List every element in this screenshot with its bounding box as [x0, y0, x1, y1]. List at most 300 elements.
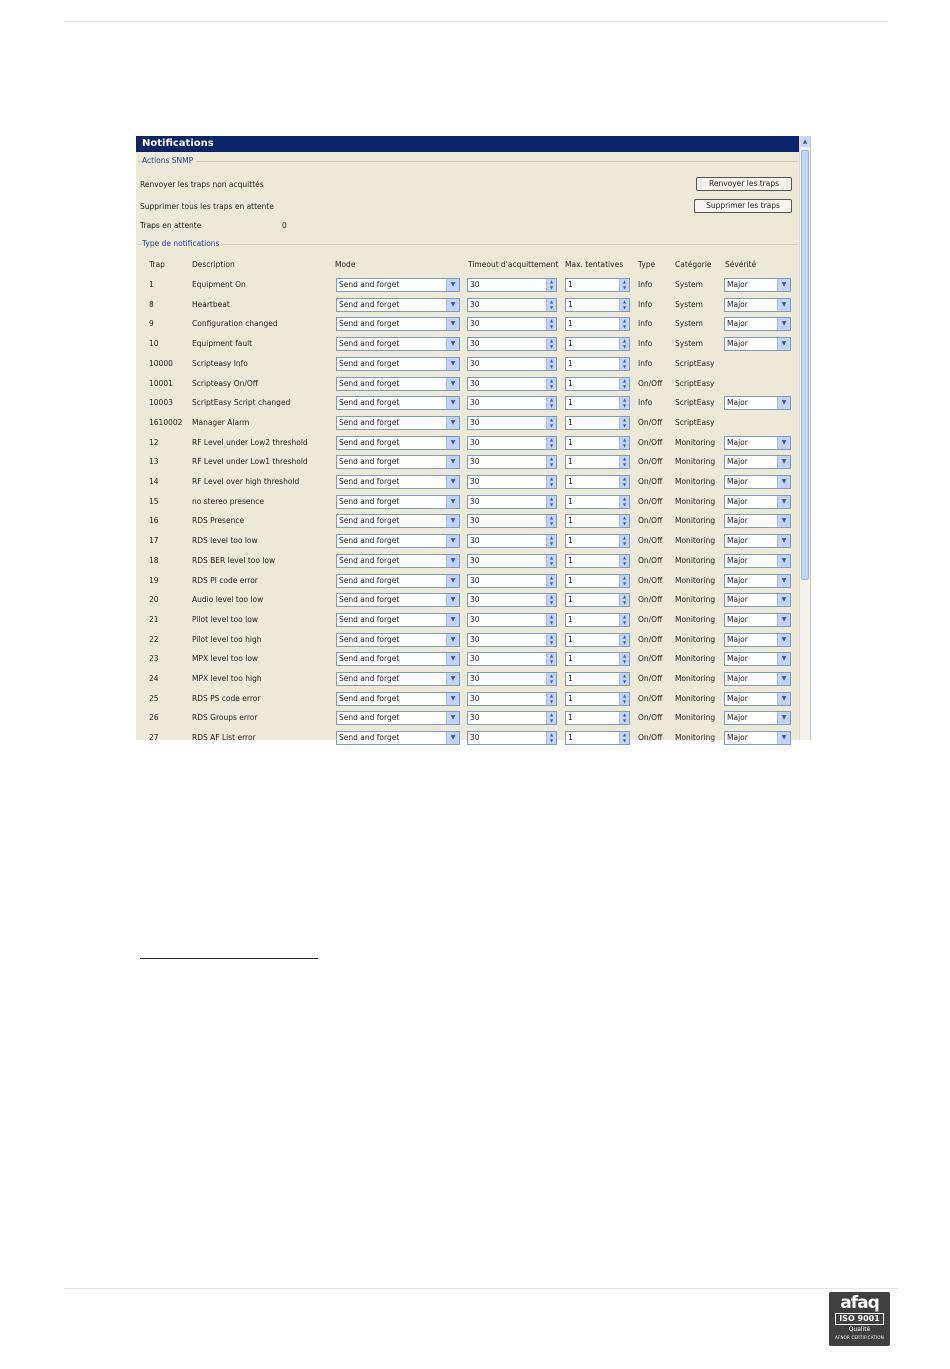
timeout-value: 30 [470, 477, 480, 486]
spinner-arrows-icon[interactable]: ▲ ▼ [619, 397, 629, 409]
mode-select[interactable] [336, 396, 460, 410]
mode-select[interactable] [336, 455, 460, 469]
spinner-arrows-icon[interactable]: ▲ ▼ [619, 634, 629, 646]
spinner-arrows-icon[interactable]: ▲ ▼ [546, 397, 556, 409]
timeout-value: 30 [470, 339, 480, 349]
spinner-arrows-icon[interactable]: ▲ ▼ [619, 299, 629, 311]
chevron-down-icon[interactable]: ▼ [446, 594, 459, 606]
retries-spinner[interactable] [565, 731, 630, 745]
chevron-down-icon[interactable]: ▼ [446, 535, 459, 547]
severity-value: Major [727, 477, 748, 486]
retries-spinner[interactable] [565, 416, 630, 430]
retries-spinner[interactable] [565, 672, 630, 686]
spinner-arrows-icon[interactable]: ▲ ▼ [546, 555, 556, 567]
retries-value: 1 [568, 536, 573, 546]
trap-id: 8 [149, 299, 154, 309]
retries-value: 1 [568, 319, 573, 329]
spinner-arrows-icon[interactable]: ▲ ▼ [546, 594, 556, 606]
timeout-spinner[interactable] [467, 731, 557, 745]
spinner-arrows-icon[interactable]: ▲ ▼ [619, 338, 629, 350]
table-row [136, 670, 799, 690]
spinner-arrows-icon[interactable]: ▲ ▼ [546, 358, 556, 370]
spinner-arrows-icon[interactable]: ▲ ▼ [546, 417, 556, 429]
spinner-arrows-icon[interactable]: ▲ ▼ [619, 653, 629, 665]
timeout-value: 30 [470, 536, 480, 546]
mode-select[interactable] [336, 377, 460, 391]
mode-select[interactable] [336, 337, 460, 351]
trap-category: System [675, 339, 703, 349]
chevron-down-icon[interactable]: ▼ [446, 653, 459, 665]
timeout-value: 30 [470, 693, 480, 703]
spinner-arrows-icon[interactable]: ▲ ▼ [619, 318, 629, 330]
severity-select[interactable] [724, 692, 791, 706]
table-row [136, 296, 799, 316]
timeout-value: 30 [470, 437, 480, 447]
timeout-value: 30 [470, 378, 480, 388]
chevron-down-icon[interactable]: ▼ [777, 575, 790, 587]
spinner-arrows-icon[interactable]: ▲ ▼ [546, 338, 556, 350]
severity-select[interactable] [724, 298, 791, 312]
mode-value: Send and forget [339, 614, 400, 624]
chevron-down-icon[interactable]: ▼ [777, 515, 790, 527]
trap-description: RDS PI code error [192, 575, 258, 585]
chevron-down-icon[interactable]: ▼ [777, 476, 790, 488]
chevron-down-icon[interactable]: ▼ [446, 358, 459, 370]
timeout-spinner[interactable] [467, 455, 557, 469]
timeout-spinner[interactable] [467, 633, 557, 647]
chevron-down-icon[interactable]: ▼ [777, 397, 790, 409]
mode-value: Send and forget [339, 339, 400, 349]
spinner-arrows-icon[interactable]: ▲ ▼ [546, 693, 556, 705]
spinner-arrows-icon[interactable]: ▲ ▼ [546, 456, 556, 468]
trap-description: Pilot level too low [192, 614, 258, 624]
spinner-arrows-icon[interactable]: ▲ ▼ [619, 614, 629, 626]
spinner-arrows-icon[interactable]: ▲ ▼ [546, 535, 556, 547]
spinner-arrows-icon[interactable]: ▲ ▼ [546, 496, 556, 508]
col-header-severity: Sévérité [725, 260, 757, 269]
logo-quality: Qualité [848, 1326, 871, 1333]
trap-id: 10 [149, 339, 159, 349]
timeout-spinner[interactable] [467, 692, 557, 706]
trap-category: ScriptEasy [675, 398, 715, 408]
trap-description: Equipment On [192, 280, 246, 289]
retries-spinner[interactable] [565, 278, 630, 292]
chevron-down-icon[interactable]: ▼ [777, 693, 790, 705]
trap-category: Monitoring [675, 457, 716, 467]
col-header-retries: Max. tentatives [565, 260, 624, 269]
trap-type: On/Off [638, 693, 663, 703]
trap-id: 1610002 [149, 417, 183, 427]
delete-traps-button[interactable]: Supprimer les traps [694, 199, 792, 213]
severity-select[interactable] [724, 455, 791, 469]
chevron-down-icon[interactable]: ▼ [446, 673, 459, 685]
table-row [136, 414, 799, 434]
scrollbar-thumb[interactable] [801, 150, 809, 580]
severity-select[interactable] [724, 514, 791, 528]
spinner-arrows-icon[interactable]: ▲ ▼ [546, 476, 556, 488]
retries-spinner[interactable] [565, 396, 630, 410]
severity-select[interactable] [724, 396, 791, 410]
trap-category: ScriptEasy [675, 358, 715, 368]
mode-select[interactable] [336, 416, 460, 430]
spinner-arrows-icon[interactable]: ▲ ▼ [619, 712, 629, 724]
mode-select[interactable] [336, 436, 460, 450]
trap-id: 17 [149, 536, 159, 546]
col-header-type: Type [638, 260, 656, 269]
severity-value: Major [727, 280, 748, 289]
page-footer-rule [64, 1288, 898, 1289]
mode-select[interactable] [336, 514, 460, 528]
severity-select[interactable] [724, 317, 791, 331]
severity-value: Major [727, 595, 748, 605]
vertical-scrollbar[interactable] [799, 136, 810, 740]
trap-id: 22 [149, 634, 159, 644]
retries-spinner[interactable] [565, 337, 630, 351]
table-row [136, 512, 799, 532]
chevron-down-icon[interactable]: ▼ [777, 279, 790, 291]
timeout-spinner[interactable] [467, 613, 557, 627]
retries-spinner[interactable] [565, 475, 630, 489]
severity-select[interactable] [724, 436, 791, 450]
chevron-down-icon[interactable]: ▼ [777, 318, 790, 330]
spinner-arrows-icon[interactable]: ▲ ▼ [546, 634, 556, 646]
severity-value: Major [727, 614, 748, 624]
retries-spinner[interactable] [565, 436, 630, 450]
trap-id: 18 [149, 555, 159, 565]
table-row [136, 473, 799, 493]
trap-id: 20 [149, 595, 159, 605]
timeout-value: 30 [470, 674, 480, 683]
chevron-down-icon[interactable]: ▼ [446, 299, 459, 311]
retries-spinner[interactable] [565, 574, 630, 588]
table-row [136, 591, 799, 611]
table-row [136, 709, 799, 729]
mode-select[interactable] [336, 711, 460, 725]
timeout-spinner[interactable] [467, 534, 557, 548]
mode-select[interactable] [336, 652, 460, 666]
chevron-down-icon[interactable]: ▼ [777, 535, 790, 547]
retries-spinner[interactable] [565, 613, 630, 627]
retries-value: 1 [568, 477, 573, 486]
spinner-arrows-icon[interactable]: ▲ ▼ [619, 555, 629, 567]
severity-value: Major [727, 339, 748, 349]
trap-id: 19 [149, 575, 159, 585]
chevron-down-icon[interactable]: ▼ [446, 279, 459, 291]
trap-id: 25 [149, 693, 159, 703]
mode-select[interactable] [336, 317, 460, 331]
retries-spinner[interactable] [565, 495, 630, 509]
timeout-spinner[interactable] [467, 672, 557, 686]
chevron-down-icon[interactable]: ▼ [446, 437, 459, 449]
retries-value: 1 [568, 595, 573, 605]
mode-select[interactable] [336, 593, 460, 607]
chevron-down-icon[interactable]: ▼ [446, 476, 459, 488]
trap-category: Monitoring [675, 516, 716, 526]
trap-id: 9 [149, 319, 154, 329]
severity-select[interactable] [724, 672, 791, 686]
mode-select[interactable] [336, 554, 460, 568]
chevron-down-icon[interactable]: ▼ [446, 456, 459, 468]
timeout-spinner[interactable] [467, 475, 557, 489]
spinner-arrows-icon[interactable]: ▲ ▼ [619, 417, 629, 429]
spinner-arrows-icon[interactable]: ▲ ▼ [619, 575, 629, 587]
retries-value: 1 [568, 299, 573, 309]
retries-value: 1 [568, 358, 573, 368]
retries-spinner[interactable] [565, 357, 630, 371]
timeout-spinner[interactable] [467, 593, 557, 607]
table-row [136, 335, 799, 355]
retries-value: 1 [568, 398, 573, 408]
timeout-spinner[interactable] [467, 495, 557, 509]
chevron-down-icon[interactable]: ▼ [446, 417, 459, 429]
retries-value: 1 [568, 614, 573, 624]
mode-value: Send and forget [339, 654, 400, 664]
chevron-down-icon[interactable]: ▼ [446, 378, 459, 390]
timeout-spinner[interactable] [467, 711, 557, 725]
severity-value: Major [727, 457, 748, 467]
retries-spinner[interactable] [565, 711, 630, 725]
table-row [136, 493, 799, 513]
trap-category: Monitoring [675, 555, 716, 565]
chevron-down-icon[interactable]: ▼ [446, 496, 459, 508]
mode-select[interactable] [336, 495, 460, 509]
mode-value: Send and forget [339, 634, 400, 644]
chevron-down-icon[interactable]: ▼ [777, 614, 790, 626]
chevron-down-icon[interactable]: ▼ [777, 732, 790, 744]
mode-select[interactable] [336, 633, 460, 647]
col-header-mode: Mode [335, 260, 356, 269]
retries-value: 1 [568, 280, 573, 289]
mode-select[interactable] [336, 298, 460, 312]
timeout-value: 30 [470, 614, 480, 624]
chevron-down-icon[interactable]: ▼ [777, 712, 790, 724]
chevron-down-icon[interactable]: ▼ [777, 437, 790, 449]
timeout-spinner[interactable] [467, 396, 557, 410]
trap-id: 24 [149, 674, 159, 683]
severity-value: Major [727, 516, 748, 526]
table-row [136, 355, 799, 375]
scroll-up-icon[interactable]: ▲ [800, 136, 810, 147]
timeout-spinner[interactable] [467, 436, 557, 450]
trap-id: 21 [149, 614, 159, 624]
severity-value: Major [727, 674, 748, 683]
severity-value: Major [727, 398, 748, 408]
retries-spinner[interactable] [565, 692, 630, 706]
severity-select[interactable] [724, 475, 791, 489]
spinner-arrows-icon[interactable]: ▲ ▼ [619, 437, 629, 449]
retries-spinner[interactable] [565, 377, 630, 391]
severity-select[interactable] [724, 554, 791, 568]
timeout-spinner[interactable] [467, 574, 557, 588]
chevron-down-icon[interactable]: ▼ [777, 653, 790, 665]
spinner-arrows-icon[interactable]: ▲ ▼ [619, 673, 629, 685]
chevron-down-icon[interactable]: ▼ [777, 338, 790, 350]
trap-category: Monitoring [675, 654, 716, 664]
window-title: Notifications [136, 136, 799, 152]
spinner-arrows-icon[interactable]: ▲ ▼ [546, 299, 556, 311]
spinner-arrows-icon[interactable]: ▲ ▼ [546, 318, 556, 330]
delete-label: Supprimer tous les traps en attente [140, 202, 274, 211]
chevron-down-icon[interactable]: ▼ [777, 555, 790, 567]
timeout-spinner[interactable] [467, 652, 557, 666]
severity-value: Major [727, 693, 748, 703]
trap-category: System [675, 280, 703, 289]
timeout-spinner[interactable] [467, 416, 557, 430]
mode-select[interactable] [336, 692, 460, 706]
retries-spinner[interactable] [565, 298, 630, 312]
spinner-arrows-icon[interactable]: ▲ ▼ [619, 496, 629, 508]
table-row [136, 611, 799, 631]
chevron-down-icon[interactable]: ▼ [777, 496, 790, 508]
chevron-down-icon[interactable]: ▼ [777, 673, 790, 685]
trap-type: On/Off [638, 516, 663, 526]
severity-select[interactable] [724, 613, 791, 627]
mode-select[interactable] [336, 278, 460, 292]
chevron-down-icon[interactable]: ▼ [446, 338, 459, 350]
retries-spinner[interactable] [565, 633, 630, 647]
severity-select[interactable] [724, 711, 791, 725]
chevron-down-icon[interactable]: ▼ [446, 693, 459, 705]
retries-value: 1 [568, 437, 573, 447]
severity-select[interactable] [724, 652, 791, 666]
trap-id: 27 [149, 733, 159, 743]
trap-id: 1 [149, 280, 154, 289]
trap-description: RF Level under Low1 threshold [192, 457, 308, 467]
pending-label: Traps en attente [140, 221, 202, 230]
severity-select[interactable] [724, 574, 791, 588]
chevron-down-icon[interactable]: ▼ [446, 575, 459, 587]
chevron-down-icon[interactable]: ▼ [446, 712, 459, 724]
mode-select[interactable] [336, 574, 460, 588]
spinner-arrows-icon[interactable]: ▲ ▼ [619, 456, 629, 468]
timeout-spinner[interactable] [467, 317, 557, 331]
chevron-down-icon[interactable]: ▼ [446, 515, 459, 527]
retries-spinner[interactable] [565, 554, 630, 568]
severity-value: Major [727, 654, 748, 664]
spinner-arrows-icon[interactable]: ▲ ▼ [619, 732, 629, 744]
trap-description: RDS level too low [192, 536, 258, 546]
chevron-down-icon[interactable]: ▼ [777, 299, 790, 311]
retries-value: 1 [568, 674, 573, 683]
severity-value: Major [727, 536, 748, 546]
spinner-arrows-icon[interactable]: ▲ ▼ [619, 693, 629, 705]
chevron-down-icon[interactable]: ▼ [446, 614, 459, 626]
spinner-arrows-icon[interactable]: ▲ ▼ [619, 358, 629, 370]
timeout-spinner[interactable] [467, 337, 557, 351]
chevron-down-icon[interactable]: ▼ [446, 555, 459, 567]
mode-value: Send and forget [339, 280, 400, 289]
mode-select[interactable] [336, 731, 460, 745]
trap-type: On/Off [638, 417, 663, 427]
spinner-arrows-icon[interactable]: ▲ ▼ [546, 614, 556, 626]
mode-value: Send and forget [339, 496, 400, 506]
trap-category: Monitoring [675, 693, 716, 703]
severity-select[interactable] [724, 593, 791, 607]
resend-traps-button[interactable]: Renvoyer les traps [696, 177, 792, 191]
retries-value: 1 [568, 693, 573, 703]
severity-select[interactable] [724, 534, 791, 548]
timeout-spinner[interactable] [467, 278, 557, 292]
timeout-spinner[interactable] [467, 377, 557, 391]
trap-id: 13 [149, 457, 159, 467]
spinner-arrows-icon[interactable]: ▲ ▼ [546, 279, 556, 291]
mode-select[interactable] [336, 613, 460, 627]
retries-spinner[interactable] [565, 317, 630, 331]
retries-spinner[interactable] [565, 652, 630, 666]
mode-value: Send and forget [339, 299, 400, 309]
mode-select[interactable] [336, 534, 460, 548]
chevron-down-icon[interactable]: ▼ [777, 594, 790, 606]
mode-value: Send and forget [339, 437, 400, 447]
spinner-arrows-icon[interactable]: ▲ ▼ [619, 594, 629, 606]
pending-count: 0 [282, 221, 287, 230]
spinner-arrows-icon[interactable]: ▲ ▼ [546, 515, 556, 527]
severity-value: Major [727, 713, 748, 723]
severity-select[interactable] [724, 495, 791, 509]
timeout-value: 30 [470, 358, 480, 368]
trap-category: Monitoring [675, 595, 716, 605]
spinner-arrows-icon[interactable]: ▲ ▼ [619, 535, 629, 547]
trap-description: RDS Presence [192, 516, 245, 526]
mode-select[interactable] [336, 475, 460, 489]
severity-select[interactable] [724, 337, 791, 351]
spinner-arrows-icon[interactable]: ▲ ▼ [546, 575, 556, 587]
retries-spinner[interactable] [565, 455, 630, 469]
severity-select[interactable] [724, 633, 791, 647]
spinner-arrows-icon[interactable]: ▲ ▼ [546, 653, 556, 665]
mode-select[interactable] [336, 672, 460, 686]
spinner-arrows-icon[interactable]: ▲ ▼ [619, 378, 629, 390]
chevron-down-icon[interactable]: ▼ [777, 456, 790, 468]
chevron-down-icon[interactable]: ▼ [446, 732, 459, 744]
spinner-arrows-icon[interactable]: ▲ ▼ [619, 476, 629, 488]
retries-spinner[interactable] [565, 593, 630, 607]
retries-spinner[interactable] [565, 534, 630, 548]
chevron-down-icon[interactable]: ▼ [777, 634, 790, 646]
trap-description: MPX level too low [192, 654, 259, 664]
severity-select[interactable] [724, 278, 791, 292]
spinner-arrows-icon[interactable]: ▲ ▼ [546, 437, 556, 449]
chevron-down-icon[interactable]: ▼ [446, 397, 459, 409]
timeout-spinner[interactable] [467, 298, 557, 312]
spinner-arrows-icon[interactable]: ▲ ▼ [546, 732, 556, 744]
trap-id: 16 [149, 516, 159, 526]
timeout-spinner[interactable] [467, 357, 557, 371]
spinner-arrows-icon[interactable]: ▲ ▼ [546, 378, 556, 390]
spinner-arrows-icon[interactable]: ▲ ▼ [619, 279, 629, 291]
mode-value: Send and forget [339, 358, 400, 368]
trap-type: Info [638, 398, 653, 408]
table-row [136, 453, 799, 473]
severity-select[interactable] [724, 731, 791, 745]
mode-value: Send and forget [339, 674, 400, 683]
trap-type: On/Off [638, 595, 663, 605]
spinner-arrows-icon[interactable]: ▲ ▼ [546, 712, 556, 724]
timeout-spinner[interactable] [467, 554, 557, 568]
table-row [136, 315, 799, 335]
severity-value: Major [727, 319, 748, 329]
retries-spinner[interactable] [565, 514, 630, 528]
retries-value: 1 [568, 654, 573, 664]
spinner-arrows-icon[interactable]: ▲ ▼ [619, 515, 629, 527]
timeout-spinner[interactable] [467, 514, 557, 528]
mode-select[interactable] [336, 357, 460, 371]
trap-description: Manager Alarm [192, 417, 250, 427]
spinner-arrows-icon[interactable]: ▲ ▼ [546, 673, 556, 685]
timeout-value: 30 [470, 299, 480, 309]
chevron-down-icon[interactable]: ▼ [446, 634, 459, 646]
chevron-down-icon[interactable]: ▼ [446, 318, 459, 330]
